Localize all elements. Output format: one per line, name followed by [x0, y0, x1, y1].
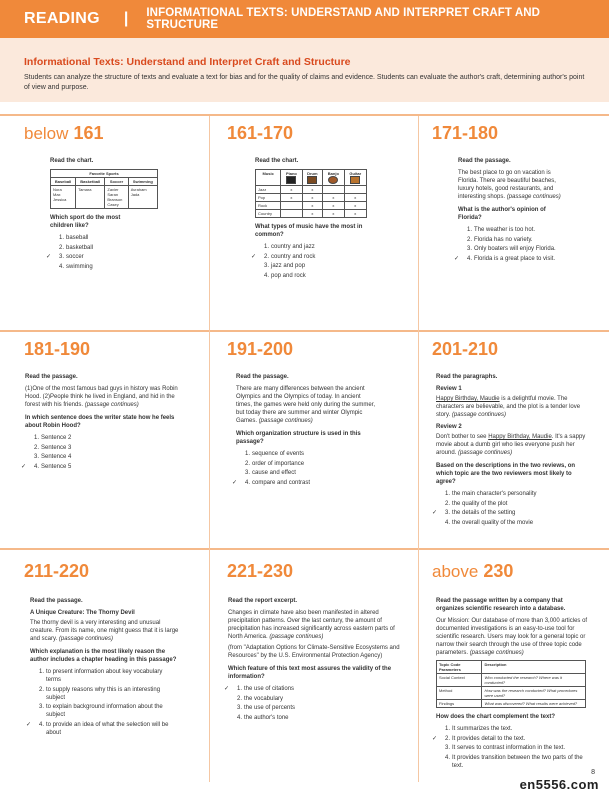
item-171-180 — [454, 157, 570, 264]
item-221-230 — [224, 597, 406, 723]
table-cell: Zavier Saran Branson Casey — [105, 186, 128, 209]
table-title: Favorite Sports — [51, 170, 158, 178]
item-question: Which organization structure is used in this passage? — [236, 431, 361, 445]
intro-text: Students can analyze the structure of texts and evaluate a text for bias and for the quality of claims and evidence. Students can evaluate the author's craft, determining author's point of view and purpose. — [24, 74, 585, 91]
answer-option: 3. jazz and pop — [263, 263, 306, 269]
header-subtitle: INFORMATIONAL TEXTS: UNDERSTAND AND INTERPRET CRAFT AND STRUCTURE — [146, 7, 541, 31]
guitar-icon: Guitar — [344, 170, 366, 186]
band-divider — [0, 330, 609, 332]
item-211-220 — [26, 597, 185, 738]
piano-icon: Piano — [281, 170, 302, 186]
answer-option: 3. Only boaters will enjoy Florida. — [466, 246, 556, 252]
table-row: Jazz x x — [256, 186, 367, 194]
passage-text: There are many differences between the ancient Olympics and the Olympics of today. In ancient times, the games were held only during the summer, but today there are summer and winter Olympic Games. (passage continues) — [236, 386, 376, 424]
table-row: Method How was the research conducted? What procedures were used? — [437, 687, 586, 700]
answer-option-correct: ✓ 2. It provides detail to the text. — [432, 735, 526, 742]
favorite-sports-table — [50, 169, 158, 209]
answer-options — [232, 450, 376, 487]
table-row: Country x x x — [256, 210, 367, 218]
music-instruments-table — [255, 169, 367, 218]
answer-option-correct: ✓ 4. Sentence 5 — [21, 463, 72, 470]
answer-option: 2. to supply reasons why this is an interesting subject — [38, 686, 161, 701]
band-label-above-230: above 230 — [432, 561, 514, 581]
answer-options — [251, 243, 405, 280]
item-prompt: Read the passage. — [25, 374, 78, 380]
answer-options — [21, 434, 190, 471]
answer-options — [454, 226, 570, 263]
table-header: Basketball — [76, 178, 105, 186]
item-question: Based on the descriptions in the two reviews, on which topic are the two reviewers most likely to agree? — [436, 463, 576, 485]
column-divider — [209, 116, 210, 782]
header-separator: | — [123, 10, 129, 27]
check-icon: ✓ — [454, 255, 460, 262]
band-label-below-161: below 161 — [24, 123, 104, 143]
table-row: Rock x x x — [256, 202, 367, 210]
item-prompt: Read the passage written by a company that organizes scientific research into a database. — [436, 598, 566, 612]
answer-option-correct: ✓ 3. the details of the setting — [432, 510, 516, 516]
passage-text: The best place to go on vacation is Florida. There are beautiful beaches, luxury hotels, good restaurants, and interesting shops. (passage continues) — [458, 170, 561, 200]
item-prompt: Read the passage. — [30, 598, 83, 604]
band-divider — [0, 114, 609, 116]
review-2-text: Don't bother to see Happy Birthday, Maudie. It's a sappy movie about a dumb girl who lies everyone push her around. (passage continues) — [436, 434, 586, 456]
check-icon: ✓ — [46, 254, 52, 260]
item-prompt: Read the passage. — [458, 158, 511, 164]
answer-options — [432, 725, 591, 770]
answer-options — [26, 668, 170, 737]
item-prompt: Read the chart. — [255, 158, 299, 164]
band-label-171-180: 171-180 — [432, 123, 499, 143]
answer-option: 1. Sentence 2 — [33, 435, 72, 441]
table-header: Baseball — [51, 178, 76, 186]
answer-options — [224, 685, 406, 722]
table-header: Topic Code Parameters — [437, 661, 482, 674]
intro-panel — [0, 38, 609, 102]
passage-text: Changes in climate have also been manifested in altered precipitation patterns. Over the last century, the amount of precipitation has increased significantly across eastern parts of North America. (passage continues) — [228, 610, 395, 640]
check-icon: ✓ — [26, 721, 32, 728]
answer-option-correct: ✓ 4. Florida is a great place to visit. — [454, 255, 556, 262]
answer-option: 3. Sentence 4 — [33, 454, 72, 460]
section-title: READING — [24, 10, 100, 27]
item-prompt: Read the chart. — [50, 158, 94, 164]
item-question: In which sentence does the writer state how he feels about Robin Hood? — [25, 415, 175, 429]
answer-option: 4. the author's tone — [236, 714, 289, 721]
banjo-icon: Banjo — [323, 170, 344, 186]
answer-option: 2. order of importance — [244, 460, 305, 467]
passage-title: A Unique Creature: The Thorny Devil — [30, 610, 135, 616]
page-number: 8 — [591, 769, 595, 776]
table-header: Swimming — [128, 178, 157, 186]
item-191-200 — [232, 373, 376, 488]
table-row: Social Context Who conducted the research? Where was it conducted? — [437, 674, 586, 687]
table-header: Music — [256, 170, 281, 186]
table-header: Description — [482, 661, 586, 674]
item-question: Which sport do the most children like? — [50, 215, 121, 229]
drum-icon: Drum — [302, 170, 323, 186]
answer-option: 1. the main character's personality — [444, 491, 537, 497]
answer-option-correct: ✓ 4. to provide an idea of what the selection will be about — [26, 721, 169, 736]
passage-text: Our Mission: Our database of more than 3,000 articles of documented investigations is an easy-to-use tool for scientific research. Users may look for a general topic or narrow their search through the use of three topic code parameters. (passage continues) — [436, 618, 588, 656]
answer-option: 3. to explain background information about the subject — [38, 704, 163, 718]
answer-option: 2. basketball — [58, 244, 94, 251]
item-161-170 — [251, 157, 405, 281]
column-divider — [418, 116, 419, 782]
band-label-211-220: 211-220 — [24, 561, 90, 581]
review-1-text: Happy Birthday, Maudie is a delightful movie. The characters are believable, and the plot is a tender love story. (passage continues) — [436, 396, 581, 418]
answer-option: 2. the vocabulary — [236, 695, 284, 702]
band-label-221-230: 221-230 — [227, 561, 294, 581]
answer-option: 1. It summarizes the text. — [444, 726, 513, 732]
passage-source: (from "Adaptation Options for Climate-Sensitive Ecosystems and Resources" by the U.S. Environmental Protection Agency) — [228, 645, 400, 659]
answer-option: 1. country and jazz — [263, 244, 315, 250]
watermark: en5556.com — [519, 777, 599, 792]
review-2-title: Review 2 — [436, 424, 462, 430]
item-question: What types of music have the most in common? — [255, 224, 363, 238]
item-question: What is the author's opinion of Florida? — [458, 207, 546, 221]
table-cell: Nora Max Jessica — [51, 186, 76, 209]
item-question: Which explanation is the most likely reason the author includes a chapter heading in this passage? — [30, 649, 177, 663]
answer-option-correct: ✓ 1. the use of citations — [224, 686, 295, 692]
page-header — [0, 0, 609, 38]
answer-option: 1. The weather is too hot. — [466, 227, 536, 233]
item-question: How does the chart complement the text? — [436, 714, 556, 720]
item-above-230 — [432, 597, 591, 771]
check-icon: ✓ — [224, 686, 230, 692]
band-label-191-200: 191-200 — [227, 339, 294, 359]
intro-title: Informational Texts: Understand and Interpret Craft and Structure — [24, 56, 351, 68]
table-cell: Tamara — [76, 186, 105, 209]
review-1-title: Review 1 — [436, 386, 462, 392]
answer-option: 2. Sentence 3 — [33, 444, 72, 451]
check-icon: ✓ — [21, 463, 27, 470]
band-label-181-190: 181-190 — [24, 339, 91, 359]
item-below-161 — [46, 157, 200, 272]
answer-options — [46, 234, 200, 271]
answer-option: 4. the overall quality of the movie — [444, 519, 534, 526]
check-icon: ✓ — [432, 735, 438, 742]
table-row: Pop x x x x — [256, 194, 367, 202]
band-label-161-170: 161-170 — [227, 123, 294, 143]
topic-code-table — [436, 660, 586, 708]
item-question: Which feature of this text most assures the validity of the information? — [228, 666, 392, 680]
answer-option: 2. Florida has no variety. — [466, 236, 533, 243]
table-header: Soccer — [105, 178, 128, 186]
answer-option-correct: ✓ 3. soccer — [46, 254, 84, 260]
check-icon: ✓ — [232, 479, 238, 486]
item-181-190 — [21, 373, 190, 472]
answer-option: 3. the use of percents — [236, 705, 296, 711]
table-cell: Avraham Jada — [128, 186, 157, 209]
answer-option: 4. It provides transition between the two parts of the text. — [444, 754, 583, 769]
answer-option: 3. cause and effect — [244, 470, 296, 476]
table-row: Findings What was discovered? What results were achieved? — [437, 700, 586, 708]
answer-option-correct: ✓ 2. country and rock — [251, 253, 316, 260]
answer-options — [432, 490, 586, 527]
answer-option: 3. It serves to contrast information in the text. — [444, 745, 566, 751]
check-icon: ✓ — [251, 253, 257, 260]
item-prompt: Read the passage. — [236, 374, 289, 380]
answer-option: 4. swimming — [58, 263, 93, 270]
item-prompt: Read the report excerpt. — [228, 598, 298, 604]
passage-text: (1)One of the most famous bad guys in history was Robin Hood. (2)People think he lived in England, and hid in the forest with his friends. (passage continues) — [25, 386, 178, 408]
item-prompt: Read the paragraphs. — [436, 374, 498, 380]
check-icon: ✓ — [432, 510, 438, 516]
band-label-201-210: 201-210 — [432, 339, 499, 359]
passage-text: The thorny devil is a very interesting and unusual creature. From its name, one might guess that it is large and scary. (passage continues) — [30, 620, 179, 642]
answer-option: 2. the quality of the plot — [444, 500, 508, 507]
answer-option: 1. baseball — [58, 235, 89, 241]
item-201-210 — [432, 373, 586, 528]
answer-option: 1. sequence of events — [244, 451, 305, 457]
answer-option: 1. to present information about key vocabulary terms — [38, 669, 163, 683]
answer-option-correct: ✓ 4. compare and contrast — [232, 479, 311, 486]
band-divider — [0, 548, 609, 550]
answer-option: 4. pop and rock — [263, 272, 306, 279]
